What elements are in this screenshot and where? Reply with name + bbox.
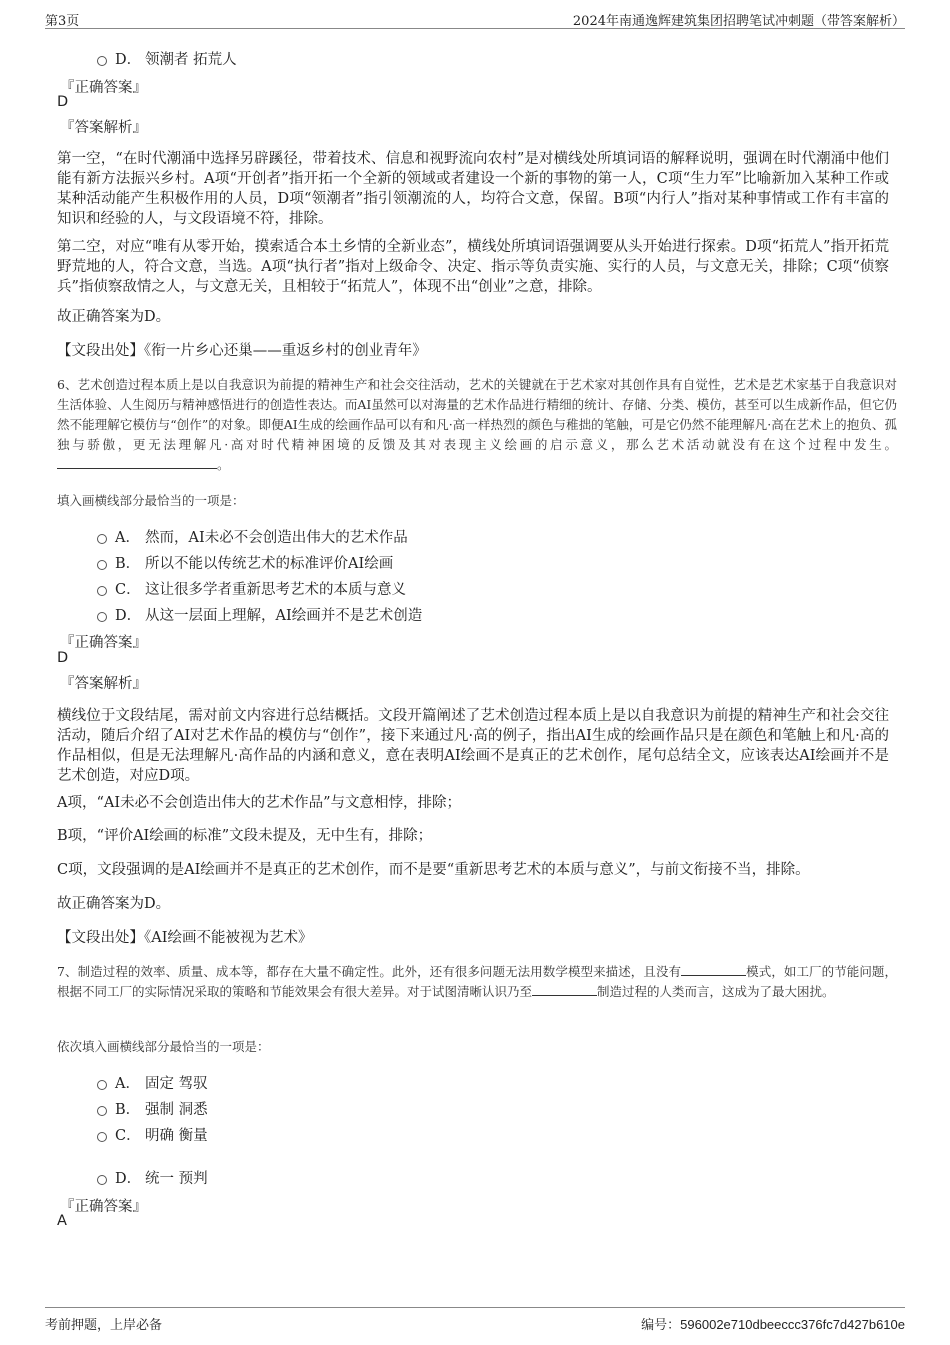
radio-icon[interactable] — [97, 560, 107, 570]
q7-answer: A — [57, 1213, 67, 1229]
q7-prompt: 依次填入画横线部分最恰当的一项是： — [57, 1039, 270, 1054]
radio-icon[interactable] — [97, 1132, 107, 1142]
q5-answer: D — [57, 94, 69, 110]
page-number: 第3页 — [45, 14, 80, 29]
q6-conclusion: 故正确答案为D。 — [57, 896, 171, 912]
q6-option-a[interactable]: A． 然而，AI未必不会创造出伟大的艺术作品 — [97, 526, 408, 547]
radio-icon[interactable] — [97, 586, 107, 596]
radio-icon[interactable] — [97, 1080, 107, 1090]
radio-icon[interactable] — [97, 1106, 107, 1116]
q5-analysis-para1: 第一空，“在时代潮涌中选择另辟蹊径，带着技术、信息和视野流向农村”是对横线处所填词语的解释说明，强调在时代潮涌中他们能有新方法振兴乡村。A项“开创者”指开拓一个全新的领域或者建设一个新的事物的第一人，C项“生力军”比喻新加入某种工作或某种活动能产生积极作用的人员，D项“领潮者”指引领潮流的人，均符合文意，保留。B项“内行人”指对某种事情或工作有丰富的知识和经验的人，与文段语境不符，排除。 — [57, 151, 889, 227]
document-title: 2024年南通逸辉建筑集团招聘笔试冲刺题（带答案解析） — [572, 14, 905, 29]
q6-option-d[interactable]: D． 从这一层面上理解，AI绘画并不是艺术创造 — [97, 604, 422, 625]
q5-source: 【文段出处】《衔一片乡心还巢——重返乡村的创业青年》 — [57, 343, 427, 359]
radio-icon[interactable] — [97, 56, 107, 66]
q7-answer-label: 『正确答案』 — [60, 1199, 147, 1215]
q7-stem: 7、制造过程的效率、质量、成本等，都存在大量不确定性。此外，还有很多问题无法用数学模型来描述，且没有 模式，如工厂的节能问题，根据不同工厂的实际情况采取的策略和节能效果会有很大差异。对于试图清晰认识乃至 制造过程的人类而言，这成为了最大困扰。 — [57, 964, 897, 999]
q7-option-d[interactable]: D． 统一 预判 — [97, 1167, 208, 1188]
q7-option-b[interactable]: B． 强制 洞悉 — [97, 1098, 208, 1119]
q7-blank-1 — [681, 963, 746, 976]
q6-answer-label: 『正确答案』 — [60, 635, 147, 651]
q6-blank — [57, 456, 217, 469]
q5-option-d[interactable]: D． 领潮者 拓荒人 — [97, 48, 237, 69]
q6-option-b[interactable]: B． 所以不能以传统艺术的标准评价AI绘画 — [97, 552, 393, 573]
q6-analysis-para3: B项，“评价AI绘画的标准”文段未提及，无中生有，排除； — [57, 828, 433, 844]
footer-slogan: 考前押题，上岸必备 — [45, 1318, 163, 1333]
q5-conclusion: 故正确答案为D。 — [57, 309, 171, 325]
q6-prompt: 填入画横线部分最恰当的一项是： — [57, 493, 245, 508]
q5-analysis-label: 『答案解析』 — [60, 120, 147, 136]
q6-stem: 6、艺术创造过程本质上是以自我意识为前提的精神生产和社会交往活动，艺术的关键就在于艺术家对其创作具有自觉性，艺术是艺术家基于自我意识对生活体验、人生阅历与精神感悟进行的创造性表达。而AI虽然可以对海量的艺术作品进行精细的统计、存储、分类、模仿，甚至可以生成新作品，但它仍然不能理解它模仿与“创作”的对象。即便AI生成的绘画作品可以有和凡·高一样热烈的颜色与稚拙的笔触，可是它仍然不能理解凡·高在艺术上的抱负、孤独与骄傲，更无法理解凡·高对时代精神困境的反馈及其对表现主义绘画的启示意义，那么艺术活动就没有在这个过程中发生。。 — [57, 377, 897, 472]
radio-icon[interactable] — [97, 534, 107, 544]
q6-answer: D — [57, 650, 69, 666]
q6-analysis-para1: 横线位于文段结尾，需对前文内容进行总结概括。文段开篇阐述了艺术创造过程本质上是以自我意识为前提的精神生产和社会交往活动，随后介绍了AI对艺术作品的模仿与“创作”，接下来通过凡·高的例子，指出AI生成的绘画作品只是在颜色和笔触上和凡·高的作品相似，但是无法理解凡·高作品的内涵和意义，意在表明AI绘画不是真正的艺术创作，尾句总结全文，应该表达AI绘画并不是艺术创造，对应D项。 — [57, 708, 890, 784]
q6-analysis-para2: A项，“AI未必不会创造出伟大的艺术作品”与文意相悖，排除； — [57, 795, 461, 811]
q5-answer-label: 『正确答案』 — [60, 80, 147, 96]
radio-icon[interactable] — [97, 612, 107, 622]
page-header — [45, 8, 905, 29]
page-footer — [45, 1307, 905, 1332]
q7-option-a[interactable]: A． 固定 驾驭 — [97, 1072, 208, 1093]
q5-analysis-para2: 第二空，对应“唯有从零开始，摸索适合本土乡情的全新业态”，横线处所填词语强调要从头开始进行探索。D项“拓荒人”指开拓荒野荒地的人，符合文意，当选。A项“执行者”指对上级命令、决定、指示等负责实施、实行的人员，与文意无关，排除；C项“侦察兵”指侦察敌情之人，与文意无关，且相较于“拓荒人”，体现不出“创业”之意，排除。 — [57, 239, 889, 295]
radio-icon[interactable] — [97, 1175, 107, 1185]
q6-analysis-label: 『答案解析』 — [60, 676, 147, 692]
q6-source: 【文段出处】《AI绘画不能被视为艺术》 — [57, 930, 313, 946]
q7-blank-2 — [532, 983, 597, 996]
q6-option-c[interactable]: C． 这让很多学者重新思考艺术的本质与意义 — [97, 578, 406, 599]
footer-document-id: 编号：596002e710dbeeccc376fc7d427b610e — [641, 1317, 905, 1332]
q7-option-c[interactable]: C． 明确 衡量 — [97, 1124, 208, 1145]
q6-analysis-para4: C项，文段强调的是AI绘画并不是真正的艺术创作，而不是要“重新思考艺术的本质与意义”，与前文衔接不当，排除。 — [57, 862, 810, 878]
